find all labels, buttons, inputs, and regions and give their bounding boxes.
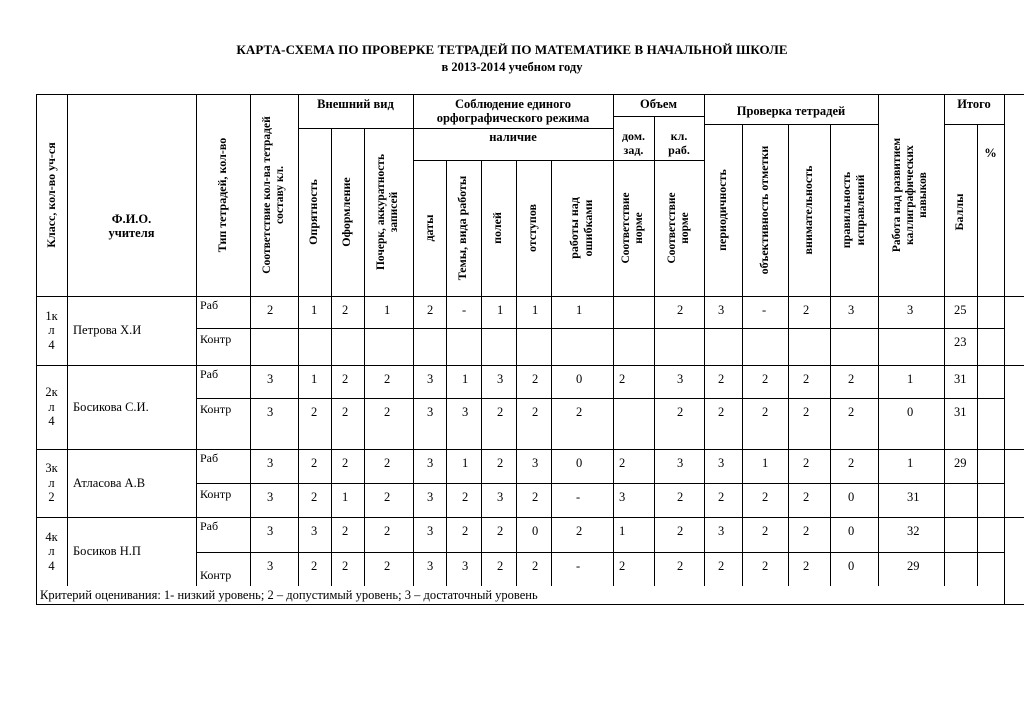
score-value: - [762, 303, 767, 317]
score-value: 29 [907, 559, 920, 573]
score-value: 0 [848, 559, 855, 573]
header-homework: дом. зад. [621, 129, 645, 157]
class-cell: 4к л 4 [45, 529, 58, 573]
score-value: 2 [497, 559, 504, 573]
class-cell: 3к л 2 [45, 461, 58, 505]
header-norm-match-hw: Соответствие норме [619, 192, 645, 264]
score-value: - [576, 559, 581, 573]
score-value: 2 [462, 490, 469, 504]
score-value: 3 [427, 456, 434, 470]
score-value: 1 [384, 303, 391, 317]
score-value: 2 [311, 559, 318, 573]
score-value: 2 [311, 490, 318, 504]
score-value: 1 [311, 303, 318, 317]
score-value: 3 [427, 524, 434, 538]
score-value: 2 [803, 524, 810, 538]
header-spelling-regime: Соблюдение единого орфографического режима [436, 96, 590, 125]
score-value: 2 [342, 456, 349, 470]
score-value: 2 [677, 524, 684, 538]
score-value: 2 [342, 559, 349, 573]
notebook-type-label: Контр [200, 487, 232, 501]
score-value: 2 [803, 490, 810, 504]
score-value: 29 [954, 456, 967, 470]
score-value: 2 [803, 303, 810, 317]
header-class-count: Класс, кол-во уч-ся [44, 142, 59, 248]
notebook-type-label: Контр [200, 402, 232, 416]
score-value: 3 [497, 490, 504, 504]
score-value: 31 [954, 372, 967, 386]
score-value: 3 [907, 303, 914, 317]
table-right-border [1004, 94, 1005, 604]
grid-line [788, 124, 789, 586]
teacher-name: Петрова Х.И [73, 323, 142, 338]
header-objectivity: объективность отметки [757, 145, 772, 275]
score-value: 2 [342, 372, 349, 386]
header-correction: правильность исправлений [839, 171, 867, 249]
score-value: 2 [762, 524, 769, 538]
class-cell: 1к л 4 [45, 308, 58, 352]
header-points: Баллы [952, 193, 967, 231]
score-value: 2 [497, 456, 504, 470]
score-value: 1 [576, 303, 583, 317]
header-percent: % [984, 145, 997, 160]
score-value: 2 [342, 524, 349, 538]
score-value: 2 [677, 405, 684, 419]
score-value: 0 [907, 405, 914, 419]
score-value: 3 [267, 559, 274, 573]
score-value: 2 [718, 405, 725, 419]
score-value: 2 [311, 405, 318, 419]
grid-line [654, 116, 655, 586]
score-value: 3 [267, 372, 274, 386]
grid-line [196, 94, 197, 586]
header-attentiveness: внимательность [801, 165, 816, 255]
score-value: 3 [267, 405, 274, 419]
grid-line [516, 160, 517, 586]
grid-line [551, 160, 552, 586]
score-value: 2 [384, 405, 391, 419]
notebook-type-label: Раб [200, 519, 219, 533]
grid-line [331, 128, 332, 586]
notebook-type-label: Контр [200, 332, 232, 346]
grid-line [413, 94, 414, 586]
header-volume: Объем [639, 96, 677, 111]
subrow-separator [196, 328, 1004, 329]
score-value: 31 [907, 490, 920, 504]
score-value: 2 [384, 490, 391, 504]
header-teacher: Ф.И.О. учителя [108, 211, 155, 240]
score-value: 1 [762, 456, 769, 470]
score-value: 3 [677, 456, 684, 470]
score-value: 1 [619, 524, 626, 538]
grid-line [944, 94, 945, 586]
grid-line [250, 94, 251, 586]
header-line [413, 160, 613, 161]
header-handwriting: Почерк, аккуратность записей [374, 153, 400, 271]
score-value: 2 [803, 372, 810, 386]
score-value: 2 [619, 456, 626, 470]
score-value: 2 [762, 372, 769, 386]
score-value: 25 [954, 303, 967, 317]
grid-line [364, 128, 365, 586]
header-margins: полей [490, 212, 505, 244]
score-value: 2 [803, 456, 810, 470]
grid-line [613, 94, 614, 586]
score-value: 2 [677, 490, 684, 504]
score-value: 1 [497, 303, 504, 317]
score-value: 32 [907, 524, 920, 538]
score-value: 3 [718, 524, 725, 538]
header-notebook-match: Соответствие кол-ва тетрадей составу кл. [260, 116, 286, 274]
score-value: 1 [462, 372, 469, 386]
score-value: 2 [718, 490, 725, 504]
header-notebook-type: Тип тетрадей, кол-во [215, 137, 230, 253]
grid-line [446, 160, 447, 586]
header-line [298, 128, 413, 129]
score-value: 2 [342, 405, 349, 419]
grid-line [481, 160, 482, 586]
score-value: 2 [803, 559, 810, 573]
header-calligraphy: Работа над развитием каллиграфических навыков [891, 137, 930, 253]
score-value: 1 [342, 490, 349, 504]
header-topics: Темы, вида работы [455, 175, 470, 281]
score-value: 23 [954, 335, 967, 349]
score-value: 2 [342, 303, 349, 317]
score-value: 3 [267, 456, 274, 470]
score-value: 2 [384, 524, 391, 538]
score-value: - [576, 490, 581, 504]
grid-line [704, 94, 705, 586]
score-value: 2 [576, 405, 583, 419]
notebook-type-label: Раб [200, 367, 219, 381]
score-value: 2 [576, 524, 583, 538]
teacher-name: Босиков Н.П [73, 544, 141, 559]
score-value: 3 [532, 456, 539, 470]
score-value: 2 [384, 559, 391, 573]
score-value: 0 [576, 372, 583, 386]
subrow-separator [196, 552, 1004, 553]
grid-line [878, 94, 879, 586]
score-value: 2 [427, 303, 434, 317]
score-value: 2 [848, 405, 855, 419]
score-value: 2 [619, 372, 626, 386]
score-value: 2 [762, 405, 769, 419]
score-value: 0 [848, 524, 855, 538]
score-value: 2 [677, 559, 684, 573]
score-value: 2 [267, 303, 274, 317]
header-line [613, 116, 704, 117]
score-value: 2 [532, 559, 539, 573]
score-value: - [462, 303, 467, 317]
score-value: 2 [848, 456, 855, 470]
score-value: 2 [497, 405, 504, 419]
header-appearance: Внешний вид [317, 96, 394, 111]
header-classwork: кл. раб. [668, 129, 690, 157]
score-value: 2 [718, 372, 725, 386]
header-neatness: Опрятность [306, 179, 321, 245]
grid-line [298, 94, 299, 586]
score-value: 3 [677, 372, 684, 386]
score-value: 2 [677, 303, 684, 317]
score-value: 3 [619, 490, 626, 504]
header-error-work: работы над ошибками [567, 197, 595, 259]
score-value: 1 [907, 372, 914, 386]
score-value: 3 [267, 524, 274, 538]
notebook-type-label: Раб [200, 451, 219, 465]
score-value: 0 [576, 456, 583, 470]
score-value: 1 [907, 456, 914, 470]
score-value: 1 [311, 372, 318, 386]
score-value: 2 [532, 405, 539, 419]
score-value: 2 [718, 559, 725, 573]
header-dates: даты [422, 214, 437, 242]
score-value: 2 [311, 456, 318, 470]
score-value: 2 [803, 405, 810, 419]
score-value: 2 [532, 490, 539, 504]
score-value: 2 [762, 559, 769, 573]
document-title: КАРТА-СХЕМА ПО ПРОВЕРКЕ ТЕТРАДЕЙ ПО МАТЕМАТИКЕ В НАЧАЛЬНОЙ ШКОЛЕ [236, 42, 788, 57]
grid-line [977, 124, 978, 586]
header-line [944, 124, 1004, 125]
header-indents: отступов [525, 203, 540, 253]
score-value: 2 [848, 372, 855, 386]
score-value: 2 [532, 372, 539, 386]
header-checking: Проверка тетрадей [736, 103, 846, 118]
score-value: 2 [462, 524, 469, 538]
score-value: 2 [762, 490, 769, 504]
grid-line [742, 124, 743, 586]
score-value: 1 [462, 456, 469, 470]
teacher-name: Босикова С.И. [73, 399, 149, 414]
score-value: 3 [462, 405, 469, 419]
score-value: 0 [848, 490, 855, 504]
score-value: 3 [462, 559, 469, 573]
header-norm-match-cw: Соответствие норме [665, 192, 691, 264]
score-value: 2 [497, 524, 504, 538]
score-value: 3 [427, 372, 434, 386]
score-value: 31 [954, 405, 967, 419]
score-value: 2 [619, 559, 626, 573]
score-value: 3 [267, 490, 274, 504]
score-value: 3 [848, 303, 855, 317]
grid-line [830, 124, 831, 586]
table-bottom-border [36, 604, 1024, 605]
score-value: 1 [532, 303, 539, 317]
header-total: Итого [957, 96, 991, 111]
notebook-type-label: Контр [200, 568, 232, 582]
header-line [704, 124, 878, 125]
header-periodicity: периодичность [715, 169, 730, 251]
score-value: 3 [718, 456, 725, 470]
score-value: 3 [427, 490, 434, 504]
subrow-separator [196, 398, 1004, 399]
header-line [613, 160, 704, 161]
teacher-name: Атласова А.В [73, 475, 146, 490]
score-value: 0 [532, 524, 539, 538]
class-cell: 2к л 4 [45, 385, 58, 429]
document-subtitle: в 2013-2014 учебном году [441, 60, 583, 74]
criteria-note: Критерий оценивания: 1- низкий уровень; 2 – допустимый уровень; 3 – достаточный уровень [40, 588, 538, 602]
score-value: 3 [311, 524, 318, 538]
header-presence: наличие [489, 129, 537, 144]
score-value: 2 [384, 456, 391, 470]
score-value: 3 [427, 559, 434, 573]
score-value: 2 [384, 372, 391, 386]
notebook-type-label: Раб [200, 298, 219, 312]
score-value: 3 [497, 372, 504, 386]
score-value: 3 [427, 405, 434, 419]
header-design: Оформление [339, 177, 354, 247]
subrow-separator [196, 483, 1004, 484]
score-value: 3 [718, 303, 725, 317]
